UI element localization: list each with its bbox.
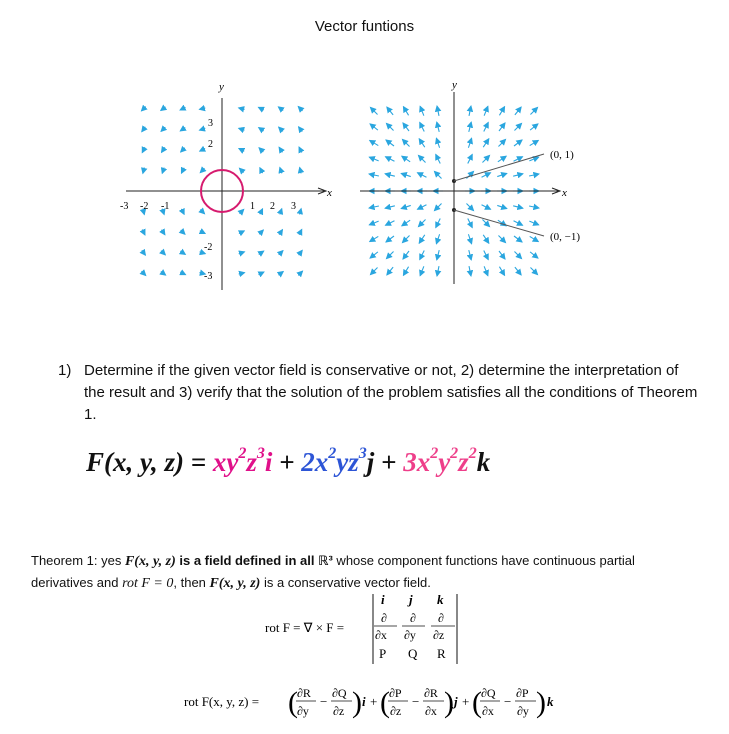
field-arrow [200,148,205,151]
field-arrow [370,107,377,114]
vector-field-rotational-figure [118,78,338,298]
field-arrow [468,234,471,243]
field-arrow [259,251,264,254]
svg-text:(: ( [288,686,298,719]
field-arrow [420,266,424,275]
svg-text:∂P: ∂P [516,686,529,700]
field-arrow [403,251,409,259]
rot-lhs: rot F = ∇ × F = [265,620,345,635]
y-tick-label: -2 [204,242,213,253]
svg-text:∂P: ∂P [389,686,402,700]
field-arrow [484,251,488,260]
formula-Q: $2x^2yz^3j$ [301,445,375,477]
point-upper-label: (0, 1) [550,149,574,161]
field-arrow [434,203,441,210]
svg-text:R: R [437,646,446,661]
field-arrow [498,235,505,242]
field-arrow [419,235,425,243]
field-arrow [369,206,379,208]
svg-text:∂y: ∂y [517,704,529,718]
field-arrow [434,171,441,178]
y-axis-label: y [219,81,224,93]
field-arrow [513,174,523,176]
svg-text:j: j [409,592,413,607]
svg-text:∂z: ∂z [333,704,345,718]
field-arrow [239,128,245,130]
svg-text:k: k [547,694,554,709]
field-arrow [386,140,394,146]
field-arrow [484,123,488,132]
theorem-rot-condition: rot F = 0 [122,576,174,591]
rot-determinant [265,592,495,674]
field-arrow [369,221,378,225]
field-arrow [300,209,301,215]
field-arrow [279,147,282,152]
field-arrow [418,173,427,177]
field-arrow [259,128,264,131]
field-arrow [162,230,165,235]
field-arrow [180,107,185,110]
svg-text:−: − [504,694,512,709]
formula-R: $3x^2y^2z^2k$ [403,445,491,477]
field-arrow [279,230,282,235]
y-tick-label: 2 [208,139,213,150]
svg-text:j: j [454,694,458,709]
field-arrow [403,107,408,116]
point-upper-leader [454,154,544,181]
field-arrow [259,272,264,275]
field-arrow [299,147,302,152]
field-arrow [515,107,521,115]
svg-text:k: k [437,592,444,607]
field-arrow [181,148,185,152]
field-arrow [530,124,538,130]
field-arrow [499,123,505,131]
rot-expanded-lhs: rot F(x, y, z) = [184,694,260,709]
theorem-field: F(x, y, z) [124,554,176,569]
field-arrow [482,155,489,162]
field-arrow [419,139,425,147]
field-arrow [514,123,521,130]
theorem-1: Theorem 1: yes F(x, y, z) is a field defined in all ℝ³ whose component functions have continuous partial derivatives and rot F = 0, then F(x, y, z) is a conservative vector field. [31,553,635,591]
svg-text:+: + [462,694,470,709]
field-arrow [514,140,522,146]
field-arrow [162,168,164,174]
field-arrow [259,148,263,152]
field-arrow [161,107,166,111]
field-arrow [370,252,378,258]
svg-text:P: P [379,646,387,661]
field-arrow [437,266,439,276]
field-arrow [260,209,263,214]
field-arrow [278,107,283,111]
field-arrow [239,108,245,109]
field-arrow [200,128,206,130]
svg-text:−: − [320,694,328,709]
field-arrow [278,272,283,276]
field-arrow [181,230,185,234]
partial-symbol: ∂ [410,611,416,625]
field-arrow [482,219,489,226]
field-arrow [180,251,185,254]
field-arrow [437,250,439,260]
field-arrow [370,124,378,130]
field-arrow [200,168,204,172]
y-tick-label: -3 [204,271,213,282]
field-arrow [142,229,145,234]
field-arrow [482,205,491,209]
field-arrow [482,173,491,177]
field-arrow [514,236,522,242]
formula-P: $xy^2z^3i$ [212,445,273,477]
field-arrow [436,155,440,164]
field-arrow [386,123,393,130]
field-arrow [180,128,185,131]
field-arrow [483,139,489,147]
field-arrow [200,209,204,213]
field-arrow [530,267,537,274]
field-arrow [401,173,410,176]
field-arrow [239,231,244,234]
field-arrow [181,209,184,214]
svg-text:): ) [352,686,362,719]
field-arrow [418,155,425,162]
point-lower-label: (0, −1) [550,231,581,243]
field-arrow [370,140,379,145]
field-arrow [529,221,538,225]
svg-text:∂y: ∂y [297,704,309,718]
field-arrow [530,236,539,241]
field-arrow [259,230,263,234]
svg-text:(: ( [380,686,390,719]
field-arrow [530,140,539,145]
field-arrow [468,155,472,164]
field-arrow [468,219,472,228]
field-arrow [279,127,283,131]
x-tick-label: 2 [270,201,275,212]
partial-x: ∂x [375,628,387,642]
theorem-prefix: Theorem 1: yes [31,553,125,568]
field-arrow [436,234,439,243]
field-arrow [484,106,488,115]
field-arrow [499,251,505,259]
svg-text:∂x: ∂x [425,704,437,718]
field-arrow [401,205,410,208]
field-arrow [299,127,303,132]
theorem-tail: whose component functions have continuous partial [332,553,635,568]
field-arrow [370,236,379,241]
field-arrow [483,235,489,243]
field-arrow [469,250,471,260]
problem-number: 1) [58,362,72,379]
field-arrow [402,220,410,226]
field-arrow [420,251,424,260]
svg-text:∂R: ∂R [297,686,311,700]
formula-lhs: F(x, y, z) = [86,447,213,477]
svg-text:(: ( [472,686,482,719]
field-arrow [142,147,145,152]
field-arrow [142,127,146,132]
y-tick-label: 3 [208,118,213,129]
field-arrow [402,156,410,162]
field-arrow [239,148,244,151]
field-arrow [299,250,303,255]
field-arrow [387,267,393,275]
field-arrow [402,139,409,146]
field-arrow [239,168,243,172]
vector-field-formula [86,447,490,478]
field-arrow [260,168,263,173]
x-tick-label: -3 [120,201,129,212]
field-arrow [403,267,408,276]
field-arrow [466,203,473,210]
field-arrow [436,138,439,147]
field-arrow [279,251,283,255]
field-arrow [469,122,471,132]
rot-expanded [184,680,564,728]
x-axis-label: x [562,187,567,199]
field-arrow [420,106,424,115]
field-arrow [484,266,488,275]
field-arrow [499,107,504,116]
field-arrow [418,205,427,209]
field-arrow [141,271,145,275]
field-arrow [370,267,377,274]
field-arrow [497,173,506,176]
field-arrow [469,106,471,116]
field-arrow [529,206,539,208]
x-axis-label: x [327,187,332,199]
point-lower-leader [454,210,544,236]
problem-text: Determine if the given vector field is conservative or not, 2) determine the interpretation of the result and 3) verify that the solution of the problem satisfies all the conditions of Theorem 1. [84,362,698,423]
page-title: Vector funtions [314,18,415,35]
field-arrow [141,107,145,111]
y-axis-label: y [452,79,457,91]
field-arrow [386,251,393,258]
vector-field-radial-figure [348,78,608,288]
svg-text:∂z: ∂z [390,704,402,718]
field-arrow [162,147,165,152]
field-arrow [300,168,301,174]
field-arrow [280,168,282,174]
partial-y: ∂y [404,628,416,642]
field-arrow [143,168,144,174]
svg-text:i: i [362,694,366,709]
field-arrow [387,107,393,115]
field-arrow [499,267,504,276]
field-arrow [181,168,184,173]
field-arrow [403,123,409,131]
field-arrow [280,209,282,215]
field-arrow [513,206,523,208]
field-arrow [385,206,395,208]
field-arrow [514,251,521,258]
field-arrow [142,250,146,255]
svg-text:∂Q: ∂Q [332,686,347,700]
field-arrow [161,127,165,131]
partial-z: ∂z [433,628,445,642]
field-arrow [386,221,395,225]
field-arrow [369,157,378,161]
svg-text:∂Q: ∂Q [481,686,496,700]
field-arrow [498,139,505,146]
field-arrow [469,266,471,276]
field-arrow [402,235,409,242]
field-arrow [385,174,395,176]
field-arrow [239,252,245,254]
field-arrow [200,231,205,234]
field-arrow [515,267,521,275]
svg-text:∂R: ∂R [424,686,438,700]
field-arrow [298,271,302,275]
field-arrow [529,174,539,176]
field-arrow [369,174,379,176]
partial-symbol: ∂ [438,611,444,625]
field-arrow [468,138,471,147]
field-arrow [420,123,424,132]
svg-text:): ) [444,686,454,719]
x-tick-label: 1 [250,201,255,212]
field-arrow [386,157,395,161]
svg-text:Q: Q [408,646,418,661]
field-arrow [418,219,425,226]
field-arrow [161,272,166,276]
field-arrow [437,106,439,116]
problem-statement [58,360,698,426]
field-arrow [161,251,165,255]
field-arrow [497,205,506,208]
svg-text:∂x: ∂x [482,704,494,718]
field-arrow [514,221,523,225]
field-arrow [530,107,537,114]
x-tick-label: -2 [140,201,149,212]
svg-text:i: i [381,592,385,607]
field-arrow [239,209,243,213]
field-arrow [239,273,245,274]
field-arrow [386,236,394,242]
formula-plus: + [374,447,404,477]
formula-plus: + [272,447,302,477]
svg-text:−: − [412,694,420,709]
field-arrow [530,252,538,258]
theorem-domain: is a field defined in all ℝ³ [175,553,333,568]
field-arrow [299,229,302,234]
field-arrow [180,272,185,275]
partial-symbol: ∂ [381,611,387,625]
svg-text:+: + [370,694,378,709]
field-arrow [437,122,439,132]
x-tick-label: -1 [161,201,170,212]
field-arrow [298,107,302,111]
x-tick-label: 3 [291,201,296,212]
field-arrow [498,156,506,162]
field-arrow [436,219,440,228]
field-arrow [259,107,264,110]
svg-text:): ) [536,686,546,719]
field-arrow [199,108,205,109]
